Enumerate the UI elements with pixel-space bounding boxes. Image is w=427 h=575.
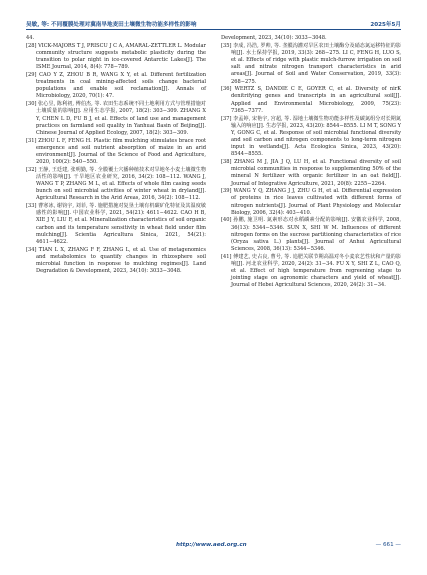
reference-entry: [39] WANG Y Q, ZHANG J J, ZHU G H, et al. Differential expression of proteins in rice leaves cultivated with different forms of nitrogen nutrients[J]. Journal of Plant Physiology and Molecular Biology, 2006, 32(4): 403−410. bbox=[221, 188, 401, 216]
reference-entry: [32] 王静, 王廷建, 张明勤, 等. 全膜覆土穴播种植技术对旱地冬小麦土壤微生物活性的影响[J]. 干旱地区农业研究, 2016, 34(2): 108−112. WANG J, WANG T P, ZHANG M L, et al. Effects of whole film casing seeds bunch on soil microbial activities of winter wheat in dryland[J]. Agricultural Research in the Arid Areas, 2016, 34(2): 108−112. bbox=[26, 166, 206, 202]
reference-entry: 44. bbox=[26, 35, 35, 41]
reference-entry: [40] 孙鹏, 施卫明. 氮素形态对水稻磷素分配的影响[J]. 安徽农业科学, 2008, 36(13): 5344−5346. SUN X, SHI W M. Influences of different nitrogen forms on the sucrose partitioning characteristics of rice (Oryza sativa L.) plants[J]. Journal of Anhui Agricultural Sciences, 2008, 36(13): 5344−5346. bbox=[221, 217, 401, 253]
journal-url-link[interactable]: http://www.aed.org.cn bbox=[176, 542, 247, 548]
page-footer bbox=[26, 542, 401, 552]
page-number: — 661 — bbox=[375, 542, 401, 548]
reference-entry: [36] WERTZ S, DANDIE C E, GOYER C, et al. Diversity of nirK denitrifying genes and transcripts in an agricultural soil[J]. Applied and Environmental Microbiology, 2009, 75(23): 7365−7377. bbox=[221, 86, 401, 114]
reference-entry: [31] ZHOU L F, FENG H. Plastic film mulching stimulates brace root emergence and soil nutrient absorption of maize in an arid environment[J]. Journal of the Science of Food and Agriculture, 2020, 100(2): 540−550. bbox=[26, 137, 206, 166]
running-header-date: 2025年5月 bbox=[370, 22, 401, 28]
reference-entry: [41] 傅建艺, 史占良, 曹号, 等. 追肥关联节期高温对冬小麦农艺性状和产量的影响[J]. 河北农业科学, 2020, 24(2): 31−34. FU X Y, SHI Z L, CAO Q, et al. Effect of high temperature from regreening stage to jointing stage on agronomic characters and yield of wheat[J]. Journal of Hebei Agricultural Sciences, 2020, 24(2): 31−34. bbox=[221, 253, 401, 289]
reference-entry: [33] 曹寒冰, 谢钧宇, 刘菲, 等. 施肥措施对复垦土壤有机碳矿化特征及其温度敏感性的影响[J]. 中国农业科学, 2021, 54(21): 4611−4622. CAO H B, XIE J Y, LIU F, et al. Mineralization characteristics of soil organic carbon and its temperature sensitivity in wheat field under film mulching[J]. Scientia Agricultura Sinica, 2021, 54(21): 4611−4622. bbox=[26, 203, 206, 245]
reference-entry: Development, 2023, 34(10): 3033−3048. bbox=[221, 35, 327, 41]
running-header-title: 吴敏, 等: 不同覆膜处理对冀南旱地麦田土壤微生物功能多样性的影响 bbox=[26, 22, 197, 28]
reference-entry: [28] VICK-MAJORS T J, PRISCU J C A, AMARAL-ZETTLER L. Modular community structure suggests metabolic plasticity during the transition to polar night in ice-covered Antarctic Lakes[J]. The ISME Journal, 2014, 8(4): 778−789. bbox=[26, 42, 206, 71]
running-header bbox=[26, 14, 401, 28]
header-rule bbox=[26, 29, 401, 30]
references-left-column bbox=[26, 35, 206, 276]
reference-entry: [35] 李成, 冯浩, 罗帅, 等. 垄膜沟灌对旱区农田土壤酶分及硝态氮运移特征的影响[J]. 水土保持学报, 2019, 33(3): 268−275. LI C, FENG H, LUO S, et al. Effects of ridge with plastic mulch-furrow irrigation on soil salt and nitrate nitrogen transport characteristics in arid areas[J]. Journal of Soil and Water Conservation, 2019, 33(3): 268−275. bbox=[221, 42, 401, 85]
reference-entry: [38] ZHANG M J, JIA J Q, LU H, et al. Functional diversity of soil microbial communities in response to supplementing 50% of the mineral N fertilizer with organic fertilizer in an oat field[J]. Journal of Integrative Agriculture, 2021, 20(8): 2255−2264. bbox=[221, 159, 401, 187]
reference-entry: [30] 张心昱, 陈利初, 傅伯杰, 等. 农田生态系统不同土地利用方式与管理措施对土壤质量的影响[J]. 应用生态学报, 2007, 18(2): 303−309. ZHANG X Y, CHEN L D, FU B J, et al. Effects of land use and management practices on farmland soil quality in Yanhuai Basin of Beijing[J]. Chinese Journal of Applied Ecology, 2007, 18(2): 303−309. bbox=[26, 101, 206, 136]
reference-entry: [29] CAO Y Z, ZHOU B R, WANG X Y, et al. Different fertilization treatments in coal mining-affected soils change bacterial populations and enable soil reclamation[J]. Annals of Microbiology, 2020, 70(1): 47. bbox=[26, 71, 206, 100]
reference-entry: [34] TIAN L X, ZHANG F F, ZHANG L, et al. Use of metagenomics and metabolomics to quantify changes in rhizosphere soil microbial function in response to mulching regimes[J]. Land Degradation & Development, 2023, 34(10): 3033−3048. bbox=[26, 246, 206, 275]
reference-entry: [37] 李孟婷, 宋艳宇, 宫超, 等. 湿地土壤微生物功能多样性及碳氮组分对长期氮输入的响应[J]. 生态学报, 2023, 43(20): 8544−8555. LI M T, SONG Y Y, GONG C, et al. Response of soil microbial functional diversity and soil carbon and nitrogen components to long-term nitrogen input in wetlands[J]. Acta Ecologica Sinica, 2023, 43(20): 8544−8555. bbox=[221, 115, 401, 158]
references-right-column bbox=[221, 35, 401, 290]
